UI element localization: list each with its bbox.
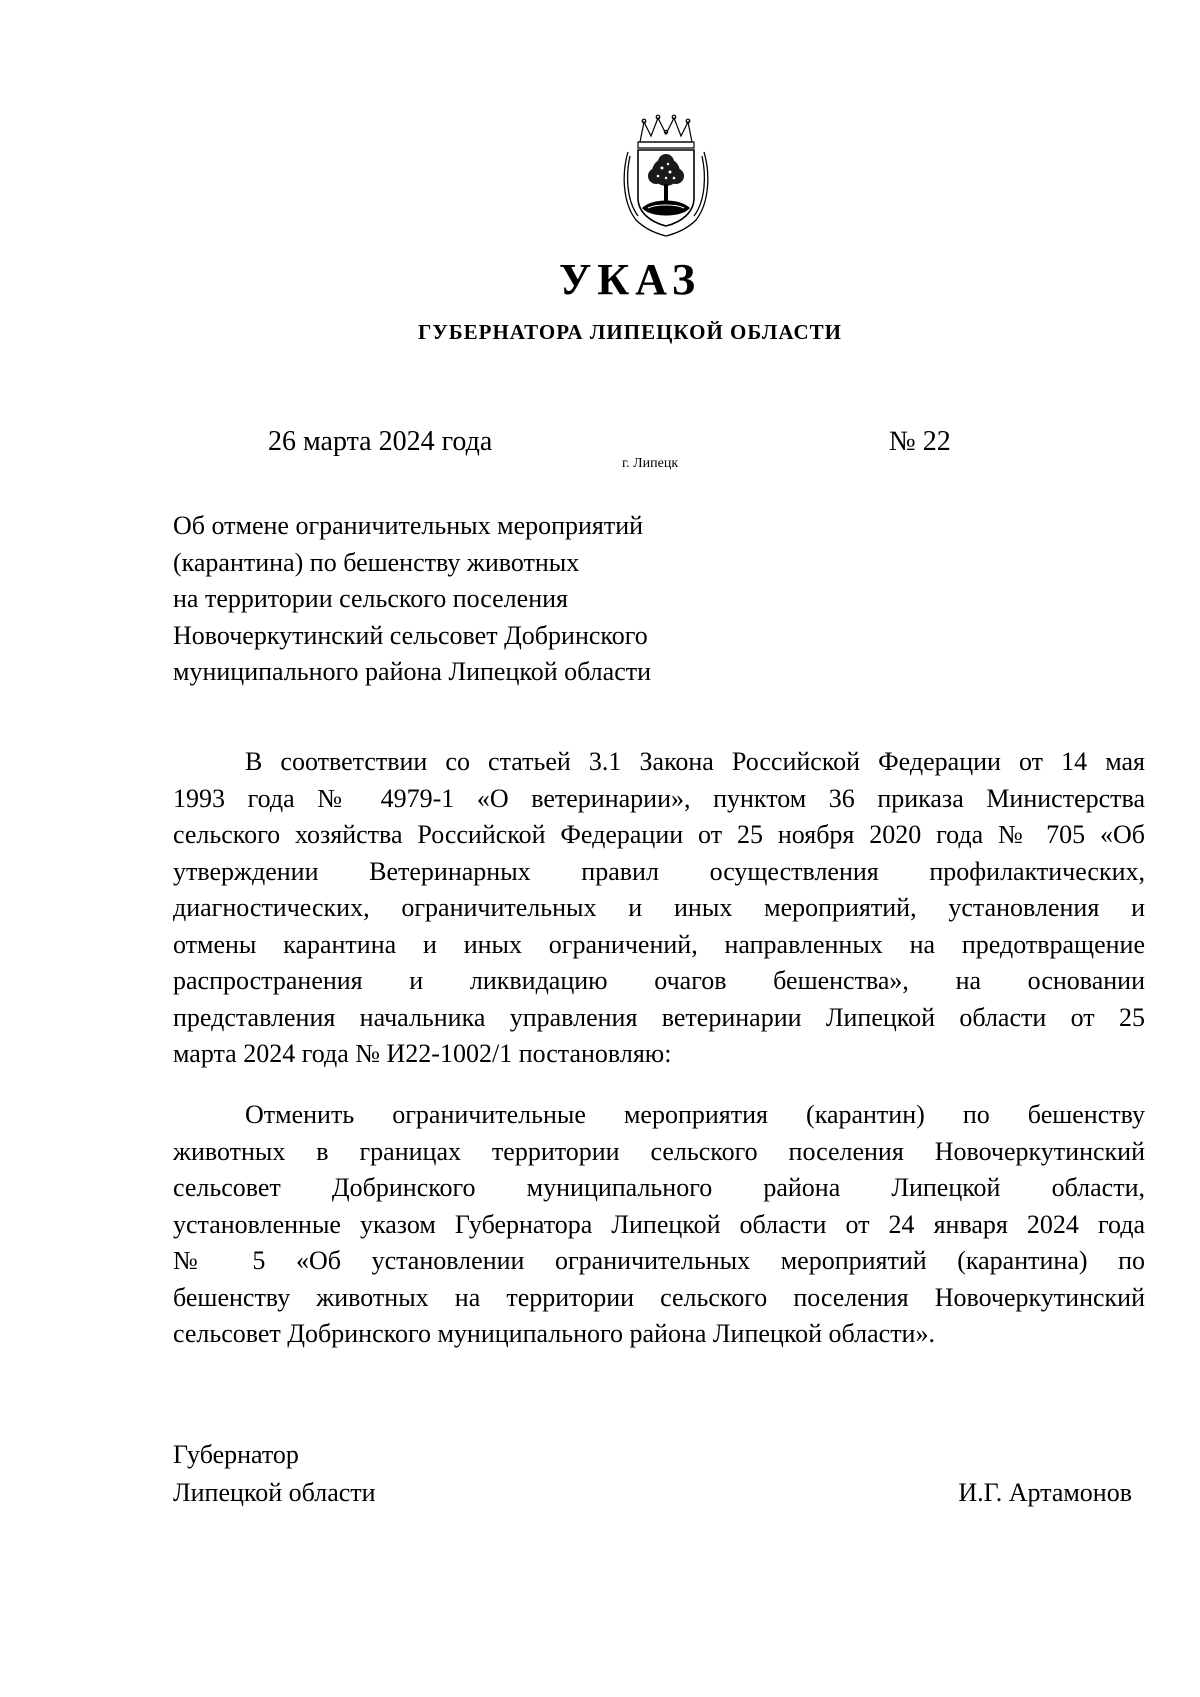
body-line: марта 2024 года № И22-1002/1 постановляю: — [173, 1039, 672, 1068]
body-line: распространения и ликвидацию очагов бешенства», на основании — [173, 966, 1145, 995]
body-paragraph-1 — [173, 744, 1145, 1073]
body-line: В соответствии со статьей 3.1 Закона Российской Федерации от 14 мая — [245, 747, 1145, 776]
subject-line: муниципального района Липецкой области — [173, 657, 652, 686]
decree-date: 26 марта 2024 года — [268, 426, 493, 457]
body-line: животных в границах территории сельского поселения Новочеркутинский — [173, 1136, 1145, 1166]
signatory-name: И.Г. Артамонов — [958, 1478, 1132, 1507]
signatory-position-line: Губернатор — [173, 1440, 299, 1469]
signatory-position — [173, 1436, 376, 1512]
decree-city: г. Липецк — [622, 456, 679, 471]
coat-of-arms-icon — [618, 112, 714, 238]
body-line: сельсовет Добринского муниципального района Липецкой области». — [173, 1319, 935, 1348]
body-line: бешенству животных на территории сельского поселения Новочеркутинский — [173, 1282, 1145, 1312]
body-line: сельского хозяйства Российской Федерации от 25 ноября 2020 года № 705 «Об — [173, 820, 1145, 849]
subject-line: на территории сельского поселения — [173, 584, 568, 613]
body-line: Отменить ограничительные мероприятия (карантин) по бешенству — [245, 1100, 1145, 1129]
decree-subject — [173, 508, 651, 691]
document-title: УКАЗ — [558, 255, 702, 304]
document-subtitle: ГУБЕРНАТОРА ЛИПЕЦКОЙ ОБЛАСТИ — [417, 320, 843, 344]
body-line: отмены карантина и иных ограничений, направленных на предотвращение — [173, 929, 1145, 959]
body-line: сельсовет Добринского муниципального района Липецкой области, — [173, 1173, 1145, 1202]
body-line: установленные указом Губернатора Липецкой области от 24 января 2024 года — [173, 1209, 1145, 1239]
body-line: представления начальника управления ветеринарии Липецкой области от 25 — [173, 1002, 1145, 1032]
subject-line: (карантина) по бешенству животных — [173, 547, 580, 577]
signatory-position-line: Липецкой области — [173, 1478, 376, 1507]
subject-line: Об отмене ограничительных мероприятий — [173, 511, 644, 540]
decree-number: № 22 — [889, 426, 951, 457]
body-line: диагностических, ограничительных и иных мероприятий, установления и — [173, 893, 1145, 922]
body-line: 1993 года № 4979-1 «О ветеринарии», пунктом 36 приказа Министерства — [173, 783, 1145, 813]
body-line: утверждении Ветеринарных правил осуществления профилактических, — [173, 856, 1145, 886]
body-paragraph-2 — [173, 1097, 1145, 1353]
body-line: № 5 «Об установлении ограничительных мероприятий (карантина) по — [173, 1246, 1145, 1275]
subject-line: Новочеркутинский сельсовет Добринского — [173, 620, 648, 650]
